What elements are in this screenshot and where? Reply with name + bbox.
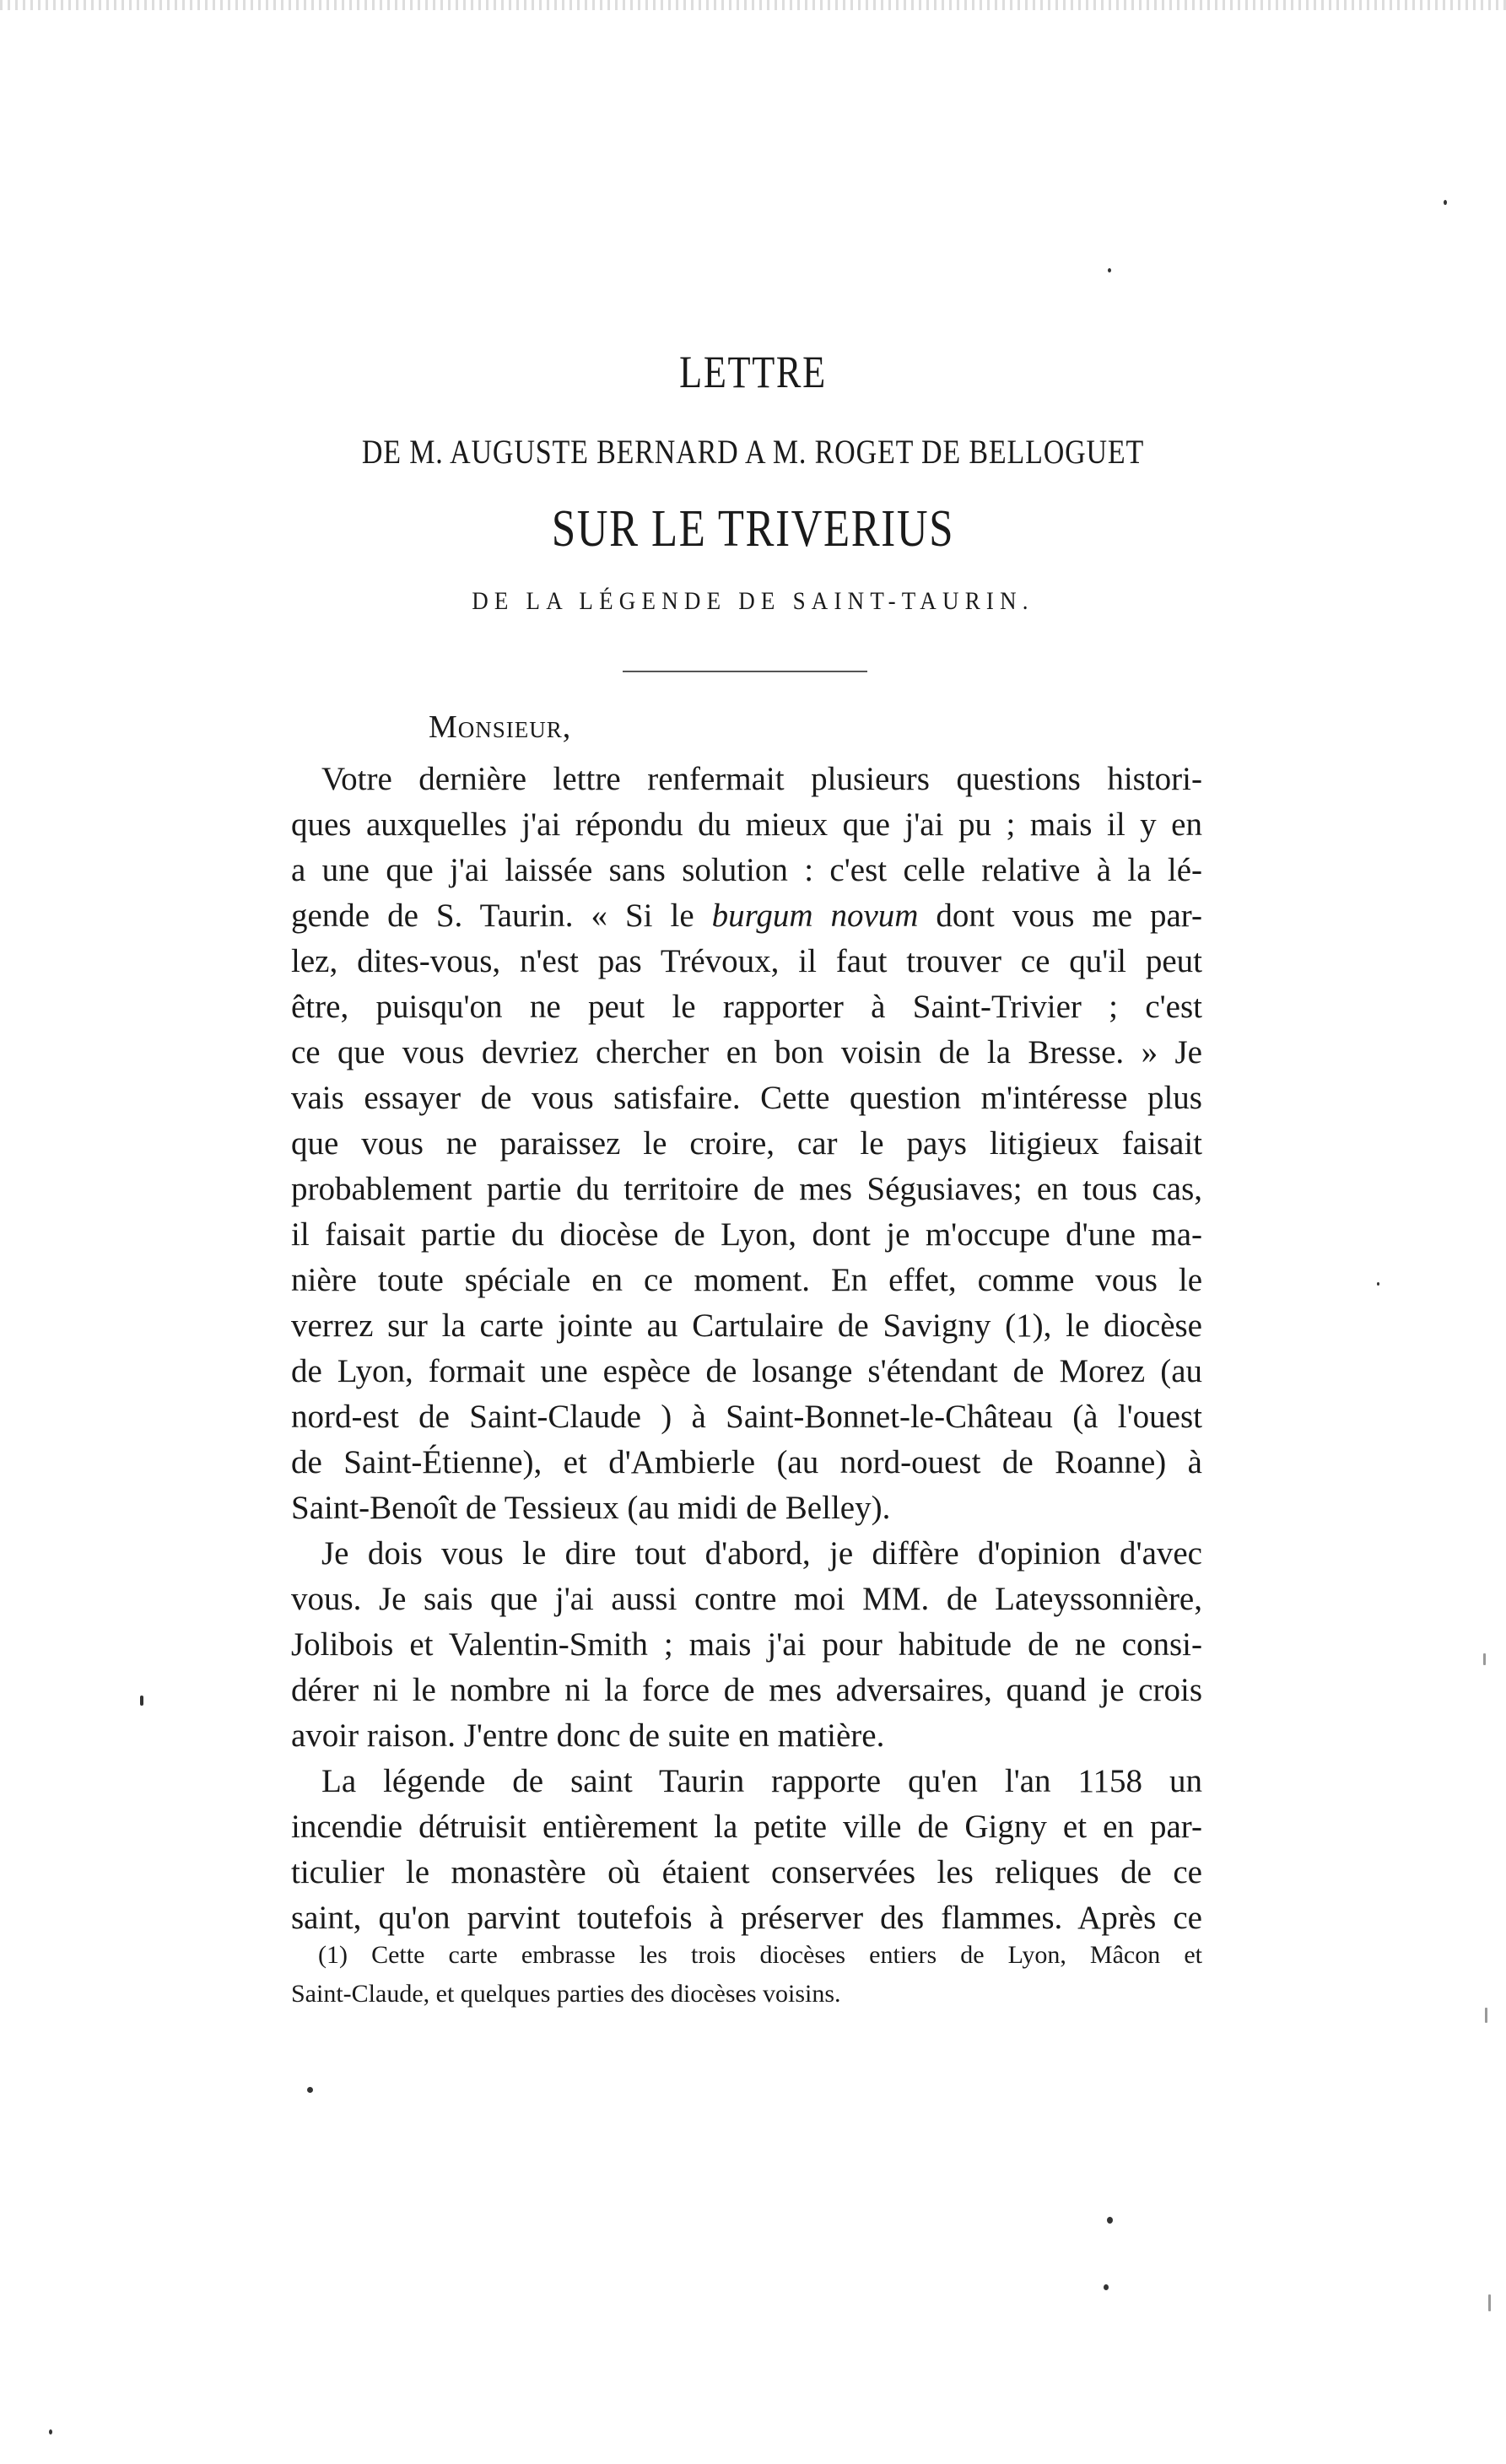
p1-italic-phrase: burgum novum <box>711 898 919 934</box>
p2-line-2: vous. Je sais que j'ai aussi contre moi MM. de Lateyssonnière, <box>291 1581 1202 1617</box>
p1-line-4-start: gende de S. Taurin. « Si le <box>291 898 712 934</box>
p2-line-5: avoir raison. J'entre donc de suite en matière. <box>291 1717 885 1754</box>
scan-speck <box>1107 2217 1113 2224</box>
scan-speck <box>1488 2294 1491 2311</box>
footnote <box>291 1936 1202 2014</box>
p2-line-3: Jolibois et Valentin-Smith ; mais j'ai pour habitude de ne consi- <box>291 1626 1202 1663</box>
title-legende-line: DE LA LÉGENDE DE SAINT-TAURIN. <box>472 587 1034 615</box>
body-text <box>291 757 1202 1941</box>
scan-noise-top <box>0 0 1506 10</box>
scan-speck <box>1444 200 1447 205</box>
p1-line-11: il faisait partie du diocèse de Lyon, dont je m'occupe d'une ma- <box>291 1216 1202 1253</box>
p3-line-1: La légende de saint Taurin rapporte qu'en l'an 1158 un <box>321 1763 1202 1799</box>
title-lettre: LETTRE <box>679 347 827 397</box>
p3-line-2: incendie détruisit entièrement la petite ville de Gigny et en par- <box>291 1809 1202 1845</box>
scan-speck <box>49 2429 52 2434</box>
p1-line-9: que vous ne paraissez le croire, car le pays litigieux faisait <box>291 1125 1202 1162</box>
title-author-line: DE M. AUGUSTE BERNARD A M. ROGET DE BELLOGUET <box>361 433 1145 471</box>
p1-line-14: de Lyon, formait une espèce de losange s'étendant de Morez (au <box>291 1353 1202 1389</box>
p1-line-12: nière toute spéciale en ce moment. En effet, comme vous le <box>291 1262 1202 1298</box>
p2-line-1: Je dois vous le dire tout d'abord, je diffère d'opinion d'avec <box>321 1535 1202 1572</box>
title-divider <box>623 671 867 672</box>
p1-line-13: verrez sur la carte jointe au Cartulaire de Savigny (1), le diocèse <box>291 1307 1202 1344</box>
scan-speck <box>1485 2008 1487 2023</box>
scan-speck <box>1483 1653 1486 1665</box>
p1-line-10: probablement partie du territoire de mes Ségusiaves; en tous cas, <box>291 1171 1202 1207</box>
p3-line-3: ticulier le monastère où étaient conservées les reliques de ce <box>291 1854 1202 1890</box>
p1-line-4 <box>291 893 1202 939</box>
p1-line-4-end: dont vous me par- <box>918 898 1202 934</box>
p1-line-2: ques auxquelles j'ai répondu du mieux que j'ai pu ; mais il y en <box>291 806 1202 843</box>
p3-line-4: saint, qu'on parvint toutefois à préserver des flammes. Après ce <box>291 1900 1202 1936</box>
scan-speck <box>1108 268 1111 272</box>
scan-speck <box>140 1696 143 1706</box>
p1-line-5: lez, dites-vous, n'est pas Trévoux, il faut trouver ce qu'il peut <box>291 943 1202 979</box>
title-sur-line: SUR LE TRIVERIUS <box>551 500 955 558</box>
p1-line-15: nord-est de Saint-Claude ) à Saint-Bonnet-le-Château (à l'ouest <box>291 1399 1202 1435</box>
p1-line-6: être, puisqu'on ne peut le rapporter à Saint-Trivier ; c'est <box>291 989 1202 1025</box>
salutation: Monsieur, <box>429 709 572 745</box>
p1-line-8: vais essayer de vous satisfaire. Cette question m'intéresse plus <box>291 1080 1202 1116</box>
p1-line-7: ce que vous devriez chercher en bon voisin de la Bresse. » Je <box>291 1034 1202 1070</box>
footnote-line-1: (1) Cette carte embrasse les trois diocèses entiers de Lyon, Mâcon et <box>318 1941 1202 1969</box>
p2-line-4: dérer ni le nombre ni la force de mes adversaires, quand je crois <box>291 1672 1202 1708</box>
scan-speck <box>1377 1282 1379 1286</box>
footnote-line-2: Saint-Claude, et quelques parties des diocèses voisins. <box>291 1980 841 2008</box>
p1-line-1: Votre dernière lettre renfermait plusieurs questions histori- <box>321 761 1202 797</box>
p1-line-16: de Saint-Étienne), et d'Ambierle (au nord-ouest de Roanne) à <box>291 1444 1202 1480</box>
scan-speck <box>307 2087 313 2093</box>
p1-line-3: a une que j'ai laissée sans solution : c'est celle relative à la lé- <box>291 852 1202 888</box>
p1-line-17: Saint-Benoît de Tessieux (au midi de Belley). <box>291 1490 891 1526</box>
scan-speck <box>1104 2284 1109 2290</box>
